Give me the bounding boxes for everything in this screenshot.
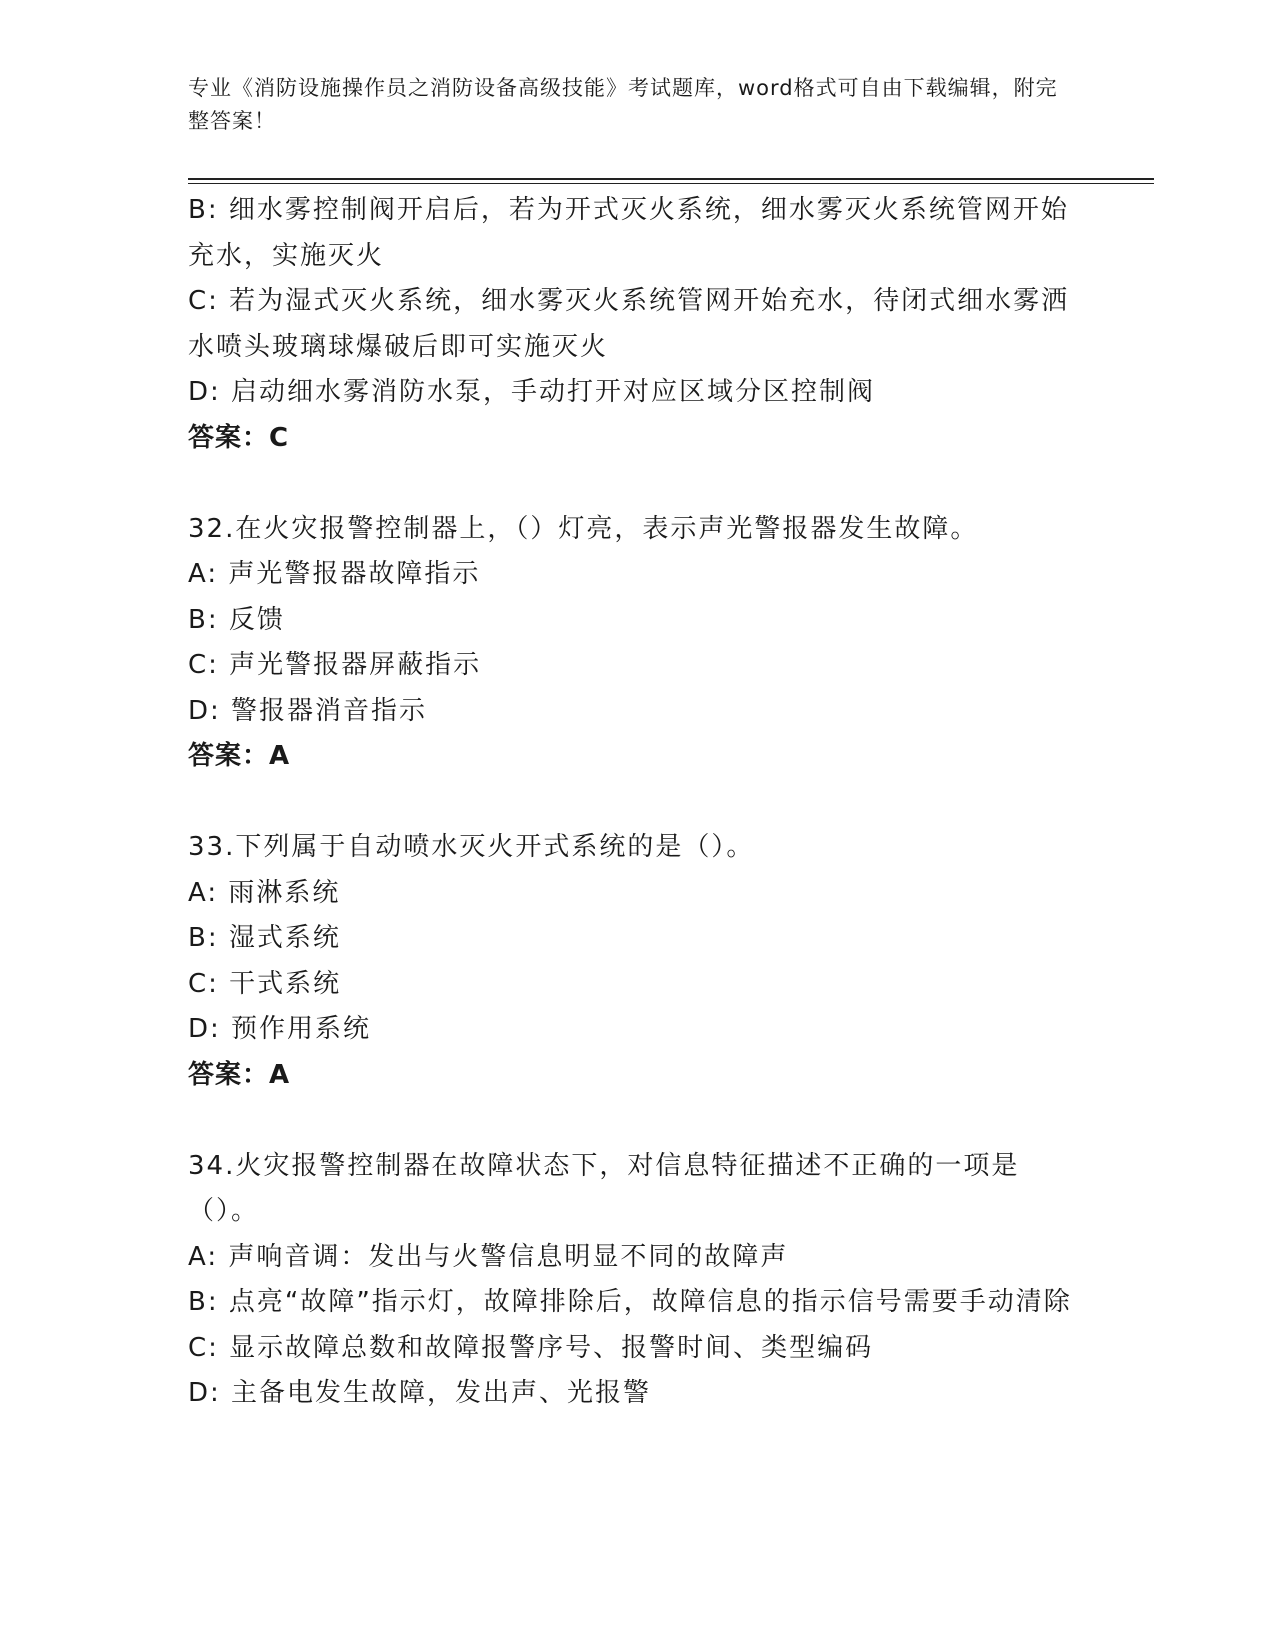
option-d: D: 主备电发生故障，发出声、光报警 — [188, 1378, 652, 1408]
question-stem: 34.火灾报警控制器在故障状态下，对信息特征描述不正确的一项是（）。 — [188, 1150, 1020, 1226]
option-c: C: 干式系统 — [188, 968, 342, 999]
option-a: A: 声光警报器故障指示 — [188, 559, 481, 589]
option-b: B: 湿式系统 — [188, 923, 341, 953]
answer: 答案：A — [188, 1059, 291, 1090]
question-list — [188, 188, 1078, 1417]
header-rule-top — [188, 178, 1154, 180]
option-b: B: 细水雾控制阀开启后，若为开式灭火系统，细水雾灭火系统管网开始充水，实施灭火 — [188, 195, 1069, 271]
option-c: C: 声光警报器屏蔽指示 — [188, 650, 482, 680]
option-d: D: 警报器消音指示 — [188, 695, 428, 726]
option-c: C: 若为湿式灭火系统，细水雾灭火系统管网开始充水，待闭式细水雾洒水喷头玻璃球爆破后即可实施灭火 — [188, 286, 1070, 362]
question-stem: 33.下列属于自动喷水灭火开式系统的是（）。 — [188, 832, 755, 862]
option-d: D: 启动细水雾消防水泵，手动打开对应区域分区控制阀 — [188, 377, 876, 407]
document-header: 专业《消防设施操作员之消防设备高级技能》考试题库，word格式可自由下载编辑，附完整答案！ — [188, 76, 1058, 133]
header-rule-bottom — [188, 183, 1154, 184]
question-31-tail — [188, 188, 1078, 461]
option-d: D: 预作用系统 — [188, 1014, 372, 1044]
question-33 — [188, 825, 1078, 1098]
answer: 答案：A — [188, 741, 291, 771]
question-32 — [188, 507, 1078, 780]
option-b: B: 点亮“故障”指示灯，故障排除后，故障信息的指示信号需要手动清除 — [188, 1287, 1072, 1317]
answer: 答案：C — [188, 422, 290, 453]
option-a: A: 雨淋系统 — [188, 877, 341, 908]
option-a: A: 声响音调：发出与火警信息明显不同的故障声 — [188, 1241, 789, 1272]
option-c: C: 显示故障总数和故障报警序号、报警时间、类型编码 — [188, 1332, 874, 1363]
option-b: B: 反馈 — [188, 604, 285, 635]
question-34 — [188, 1144, 1078, 1417]
question-stem: 32.在火灾报警控制器上，（）灯亮，表示声光警报器发生故障。 — [188, 513, 979, 544]
